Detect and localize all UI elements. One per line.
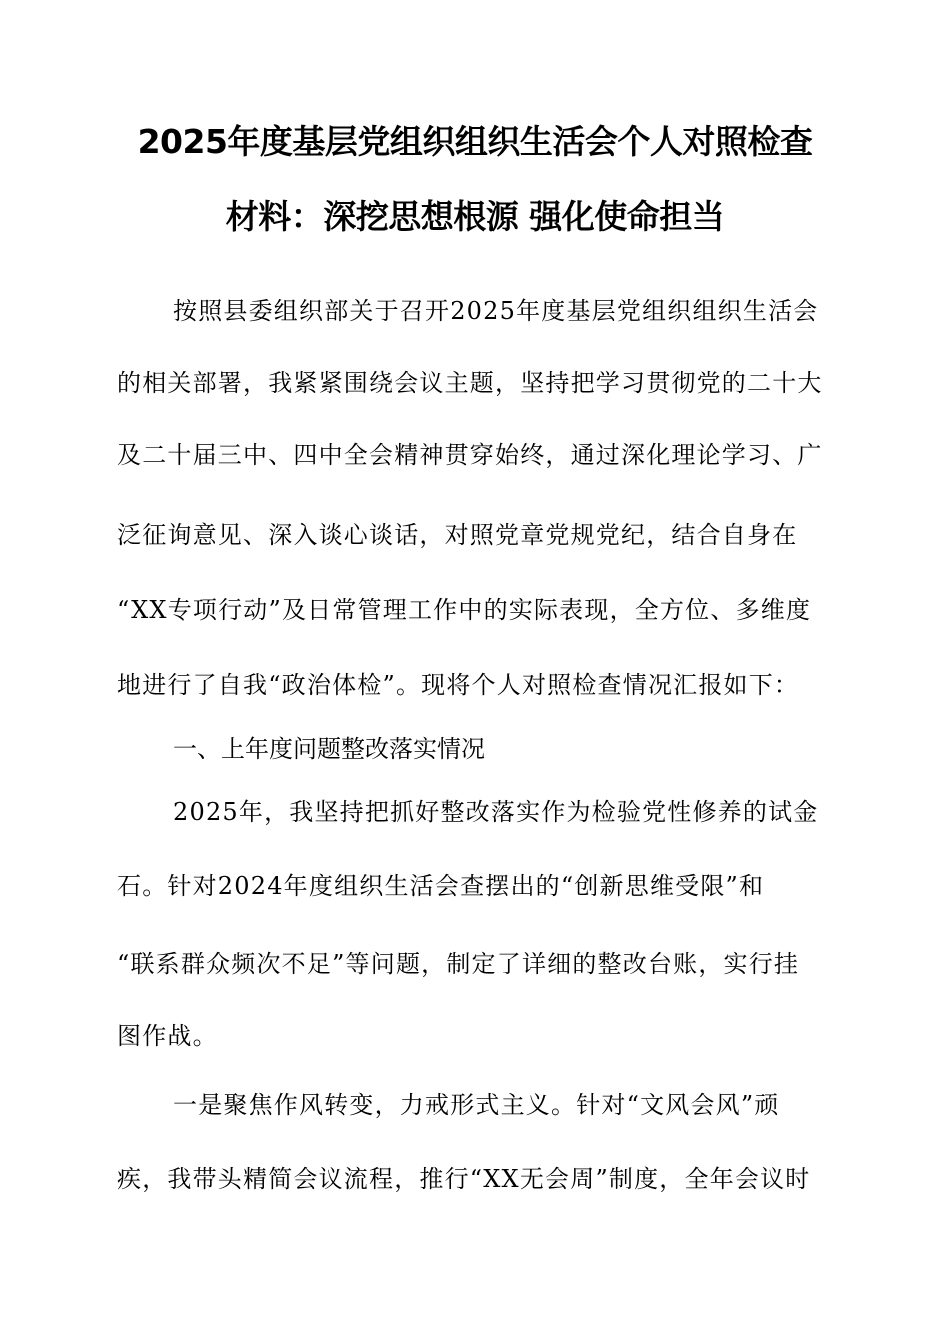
document-title-line-2: 材料：深挖思想根源 强化使命担当 <box>225 197 725 236</box>
intro-line-2: 的相关部署，我紧紧围绕会议主题，坚持把学习贯彻党的二十大 <box>117 369 823 397</box>
section-1-line-1: 2025年，我坚持把抓好整改落实作为检验党性修养的试金 <box>173 798 819 826</box>
intro-line-3: 及二十届三中、四中全会精神贯穿始终，通过深化理论学习、广 <box>117 441 823 469</box>
document-title-line-1: 2025年度基层党组织组织生活会个人对照检查 <box>137 122 813 161</box>
point-1-line-2: 疾，我带头精简会议流程，推行“XX无会周”制度，全年会议时 <box>117 1165 811 1193</box>
intro-line-4: 泛征询意见、深入谈心谈话，对照党章党规党纪，结合自身在 <box>117 521 798 549</box>
section-1-heading: 一、上年度问题整改落实情况 <box>173 735 485 763</box>
intro-line-1: 按照县委组织部关于召开2025年度基层党组织组织生活会 <box>173 297 819 325</box>
section-1-line-2: 石。针对2024年度组织生活会查摆出的“创新思维受限”和 <box>117 872 765 900</box>
section-1-line-3: “联系群众频次不足”等问题，制定了详细的整改台账，实行挂 <box>117 950 800 978</box>
section-1-line-4: 图作战。 <box>117 1022 218 1050</box>
intro-line-6: 地进行了自我“政治体检”。现将个人对照检查情况汇报如下： <box>117 671 800 699</box>
intro-line-5: “XX专项行动”及日常管理工作中的实际表现，全方位、多维度 <box>117 596 812 624</box>
point-1-line-1: 一是聚焦作风转变，力戒形式主义。针对“文风会风”顽 <box>173 1091 780 1119</box>
